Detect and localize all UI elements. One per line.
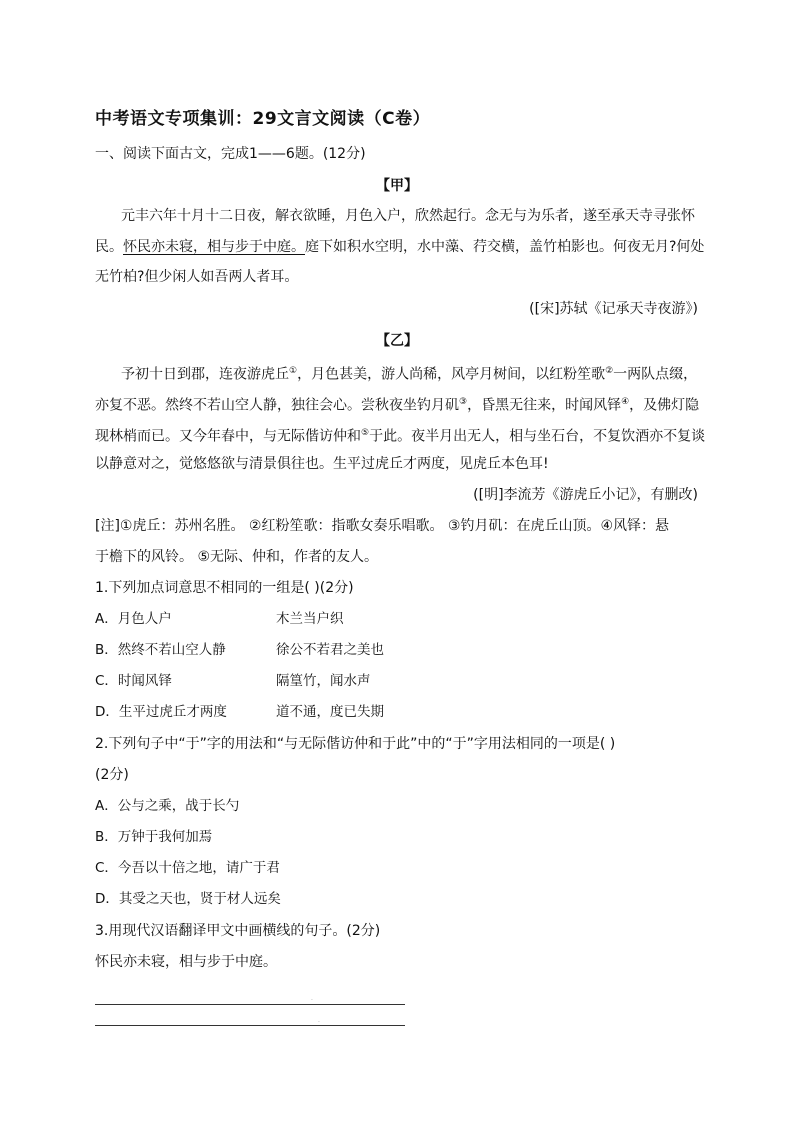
jia-line-3: 无竹柏?但少闲人如吾两人者耳。 (95, 269, 299, 285)
instruction: 一、阅读下面古文，完成1——6题。(12分) (95, 146, 366, 162)
notes-line-2: 于檐下的风铃。 ⑤无际、仲和，作者的友人。 (95, 549, 378, 565)
note-marker-3: ③ (459, 397, 468, 407)
speck-mark: · (311, 997, 313, 1004)
note-marker-4: ④ (621, 397, 630, 407)
q1-option-b-compare: 徐公不若君之美也 (276, 642, 384, 658)
q2-option-d: D．其受之天也，贤于材人远矣 (95, 891, 281, 907)
underlined-sentence: 怀民亦未寝，相与步于中庭。 (123, 239, 305, 255)
q1-option-c: C．时闻风铎 (95, 673, 172, 689)
question-3-sentence: 怀民亦未寝，相与步于中庭。 (95, 954, 277, 970)
jia-line-2 (95, 237, 704, 257)
notes-line-1: [注]①虎丘：苏州名胜。 ②红粉笙歌：指歌女奏乐唱歌。 ③钓月矶：在虎丘山顶。④风铎：悬 (95, 518, 670, 534)
yi-line-2a: 亦复不恶。然终不若山空人静，独往会心。尝秋夜坐钓月矶 (95, 397, 459, 414)
q1-option-d-compare: 道不通，度已失期 (276, 704, 384, 720)
q1-option-a-compare: 木兰当户织 (276, 611, 344, 627)
q1-option-a: A．月色人户 (95, 611, 172, 627)
yi-line-2c: ，及佛灯隐 (629, 397, 700, 414)
question-2-stem: 2.下列句子中“于”字的用法和“与无际偕访仲和于此”中的“于”字用法相同的一项是( ) (95, 736, 616, 752)
q1-option-d: D．生平过虎丘才两度 (95, 704, 227, 720)
q2-option-c: C．今吾以十倍之地，请广于君 (95, 860, 280, 876)
q1-option-b: B．然终不若山空人静 (95, 642, 226, 658)
note-marker-1: ① (289, 366, 298, 376)
yi-line-2 (95, 392, 699, 416)
q2-option-b: B．万钟于我何加焉 (95, 829, 213, 845)
answer-line-2[interactable] (95, 1025, 405, 1026)
question-3-stem: 3.用现代汉语翻译甲文中画横线的句子。(2分) (95, 923, 381, 939)
jia-line-1: 元丰六年十月十二日夜，解衣欲睡，月色入户，欣然起行。念无与为乐者，遂至承天寺寻张怀 (121, 208, 695, 224)
yi-line-1b: ，月色甚美，游人尚稀，风亭月树间，以红粉笙歌 (297, 366, 606, 383)
jia-source: ([宋]苏轼《记承天寺夜游》) (529, 301, 698, 317)
q1-option-c-compare: 隔篁竹，闻水声 (276, 673, 371, 689)
jia-line-2-start: 民。 (95, 239, 123, 255)
note-marker-2: ② (605, 366, 614, 376)
jia-heading: 【甲】 (376, 178, 418, 194)
speck-mark: · (318, 1019, 320, 1026)
yi-heading: 【乙】 (376, 333, 418, 349)
note-marker-5: ⑤ (361, 428, 370, 438)
question-1-stem: 1.下列加点词意思不相同的一组是( )(2分) (95, 580, 354, 596)
yi-line-2b: ，昏黑无往来，时闻风铎 (467, 397, 622, 414)
page-title: 中考语文专项集训：29文言文阅读（C卷） (95, 109, 431, 129)
jia-line-2-end: 庭下如积水空明，水中藻、荇交横，盖竹柏影也。何夜无月?何处 (305, 239, 705, 255)
answer-line-1[interactable] (95, 1004, 405, 1005)
q2-option-a: A．公与之乘，战于长勺 (95, 798, 240, 814)
yi-line-4: 以静意对之，觉悠悠欲与清景俱往也。生平过虎丘才两度，见虎丘本色耳! (95, 456, 549, 472)
yi-line-3b: 于此。夜半月出无人，相与坐石台，不复饮酒亦不复谈 (369, 428, 706, 445)
yi-line-1c: 一两队点缀， (613, 366, 698, 383)
question-2-score: (2分) (95, 767, 129, 783)
yi-line-1a: 予初十日到郡，连夜游虎丘 (121, 366, 289, 383)
yi-line-1 (121, 361, 697, 385)
yi-line-3a: 现林梢而已。又今年春中，与无际偕访仲和 (95, 428, 361, 445)
yi-line-3 (95, 423, 705, 447)
yi-source: ([明]李流芳《游虎丘小记》，有删改) (473, 487, 698, 503)
